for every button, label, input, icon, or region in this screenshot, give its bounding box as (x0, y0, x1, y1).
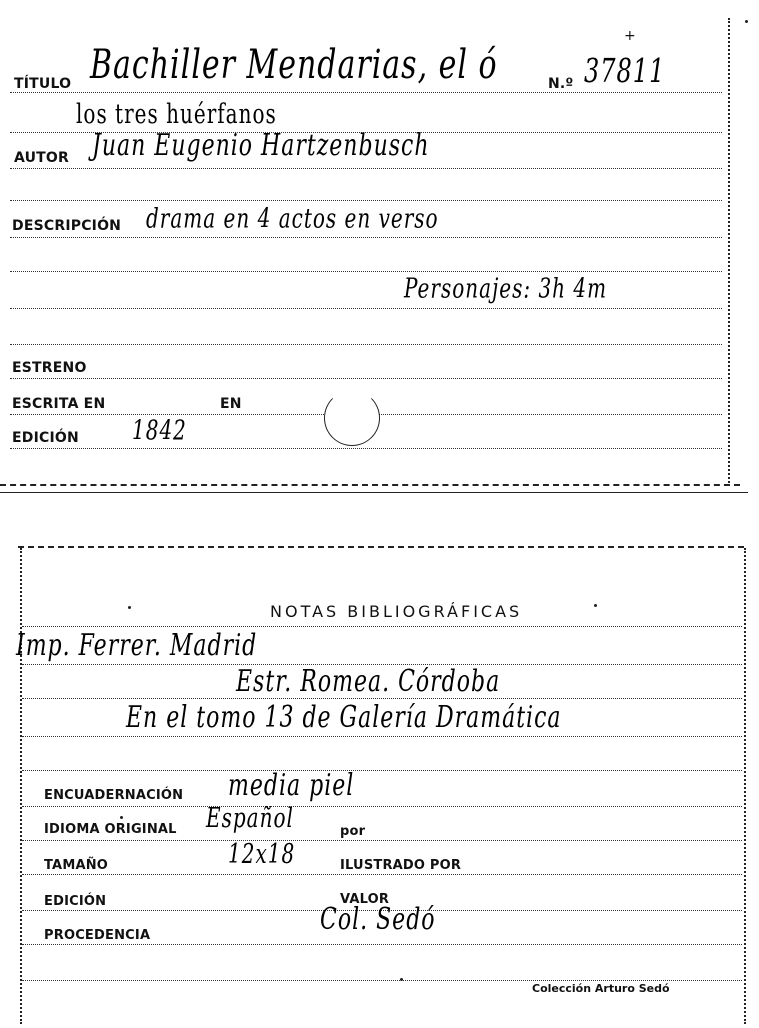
corner-dot (745, 20, 748, 23)
en-label: EN (220, 396, 242, 412)
note-line-1: Imp. Ferrer. Madrid (16, 629, 258, 663)
rule-blank-3 (10, 344, 722, 345)
autor-label: AUTOR (14, 150, 70, 166)
rule-autor (10, 168, 722, 169)
tamano-value: 12x18 (228, 837, 296, 870)
rule-tamano (22, 874, 742, 875)
speck (120, 816, 123, 819)
encuadernacion-value: media piel (228, 769, 355, 803)
titulo-label: TÍTULO (14, 76, 72, 92)
edicion-value: 1842 (132, 413, 187, 446)
rule-procedencia (22, 944, 742, 945)
descripcion-label: DESCRIPCIÓN (12, 218, 122, 234)
rule-descripcion (10, 237, 722, 238)
personajes-value: Personajes: 3h 4m (404, 271, 608, 304)
catalog-card-back (0, 540, 759, 1028)
autor-value: Juan Eugenio Hartzenbusch (92, 129, 430, 163)
card-top-edge (18, 546, 744, 548)
collection-credit: Colección Arturo Sedó (532, 982, 670, 995)
estreno-label: ESTRENO (12, 360, 87, 376)
valor-label: VALOR (340, 892, 390, 907)
idioma-value: Español (206, 801, 294, 834)
card-left-edge (20, 548, 22, 1024)
numero-value: 37811 (584, 52, 666, 90)
rule-notes-1 (22, 626, 742, 627)
encuadernacion-label: ENCUADERNACIÓN (44, 788, 184, 803)
descripcion-value: drama en 4 actos en verso (146, 201, 439, 234)
speck (400, 978, 403, 981)
rule-notes-4 (22, 736, 742, 737)
por-label: por (340, 824, 366, 839)
ilustrado-label: ILUSTRADO POR (340, 858, 462, 873)
tamano-label: TAMAÑO (44, 858, 109, 873)
rule-estreno (10, 378, 722, 379)
edicion-label: EDICIÓN (12, 430, 79, 446)
rule-blank-2 (10, 271, 722, 272)
catalog-card-front (0, 0, 759, 495)
rule-edicion (10, 448, 722, 449)
edicion-label: EDICIÓN (44, 894, 107, 909)
numero-label: N.º (548, 76, 574, 92)
titulo-continuation: los tres huérfanos (76, 97, 277, 130)
punch-hole (324, 390, 380, 446)
idioma-label: IDIOMA ORIGINAL (44, 822, 177, 837)
note-line-2: Estr. Romea. Córdoba (236, 665, 501, 699)
speck (594, 604, 597, 607)
plus-mark: + (624, 28, 636, 44)
rule-idioma (22, 840, 742, 841)
rule-titulo (10, 92, 722, 93)
procedencia-label: PROCEDENCIA (44, 928, 151, 943)
note-line-3: En el tomo 13 de Galería Dramática (126, 701, 562, 735)
titulo-value: Bachiller Mendarias, el ó (90, 41, 498, 89)
escrita-label: ESCRITA EN (12, 396, 106, 412)
card-bottom-edge (0, 484, 740, 486)
card-cut-line (0, 492, 748, 493)
procedencia-value: Col. Sedó (320, 903, 436, 937)
rule-personajes (10, 308, 722, 309)
notas-heading: NOTAS BIBLIOGRÁFICAS (270, 602, 523, 621)
rule-encuadernacion (22, 806, 742, 807)
speck (128, 606, 131, 609)
rule-notes-5 (22, 770, 742, 771)
rule-bottom (22, 980, 742, 981)
card-right-edge (744, 548, 746, 1024)
card-right-edge (728, 18, 730, 483)
